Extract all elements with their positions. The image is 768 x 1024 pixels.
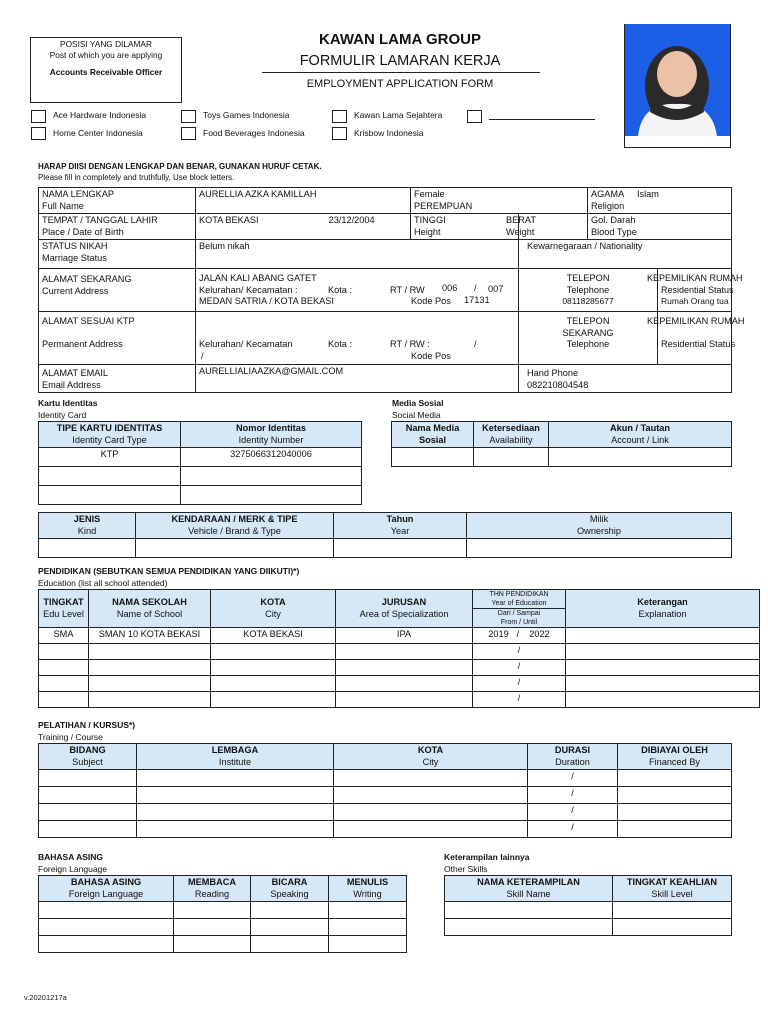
personal-data-table	[38, 187, 745, 393]
field-text: Skill Level	[651, 888, 693, 899]
table-cell	[211, 590, 336, 628]
field-text: Sosial	[418, 434, 447, 445]
field-text: 007	[488, 284, 504, 294]
field-text: Subject	[72, 756, 103, 767]
table-cell	[588, 188, 732, 214]
field-text: BICARA	[271, 877, 308, 887]
table-cell	[411, 188, 588, 214]
applicant-photo	[624, 24, 731, 136]
field-text: Name of School	[116, 608, 183, 619]
table-cell[interactable]	[211, 660, 336, 676]
edu-city-cell[interactable]: KOTA BEKASI	[211, 628, 336, 644]
name-value[interactable]: AURELLIA AZKA KAMILLAH	[199, 189, 317, 199]
field-text: /	[571, 805, 574, 815]
section-title: PENDIDIKAN (SEBUTKAN SEMUA PENDIDIKAN YANG DIIKUTI)*)	[38, 566, 300, 576]
field-text: Year of Education	[491, 600, 547, 607]
table-cell[interactable]	[329, 936, 407, 953]
table-cell	[588, 214, 732, 240]
field-text: RT / RW	[390, 284, 425, 295]
field-text: Height	[414, 226, 441, 237]
table-cell	[549, 422, 732, 448]
field-text: MEMBACA	[188, 877, 236, 887]
field-text: DIBIAYAI OLEH	[641, 745, 708, 755]
table-cell	[613, 876, 732, 902]
table-cell	[647, 312, 745, 365]
field-text: THN PENDIDIKAN	[489, 591, 549, 598]
field-text: Kind	[77, 525, 97, 536]
field-text: ALAMAT SESUAI KTP	[42, 316, 135, 326]
table-cell	[519, 240, 732, 269]
field-text: Kota :	[328, 284, 353, 295]
table-cell	[566, 590, 760, 628]
table-cell	[647, 269, 743, 312]
field-text: /	[571, 822, 574, 832]
table-cell	[136, 513, 334, 539]
field-text: /	[517, 645, 521, 655]
table-cell[interactable]	[39, 919, 174, 936]
table-cell	[39, 269, 196, 312]
field-text: MENULIS	[346, 877, 389, 887]
label: Religion	[591, 200, 625, 211]
field-text: Residential Status	[661, 284, 734, 295]
field-text: Writing	[353, 888, 382, 899]
home-ownership-value[interactable]: Rumah Orang tua	[661, 296, 729, 306]
table-cell	[39, 513, 136, 539]
table-cell	[39, 188, 196, 214]
field-text: TINGGI	[414, 215, 446, 225]
table-cell[interactable]	[174, 936, 251, 953]
field-text: 17131	[464, 295, 490, 305]
table-cell[interactable]	[336, 676, 473, 692]
checkbox-food-beverages[interactable]	[181, 127, 196, 140]
birth-place-value[interactable]: KOTA BEKASI	[199, 215, 259, 225]
table-cell[interactable]	[445, 919, 613, 936]
table-cell[interactable]	[528, 804, 618, 821]
field-text: 006	[442, 283, 458, 293]
edu-level-cell[interactable]: SMA	[39, 628, 89, 644]
table-cell[interactable]	[89, 644, 211, 660]
table-cell[interactable]	[39, 660, 89, 676]
table-cell	[196, 188, 411, 214]
marital-value[interactable]: Belum nikah	[199, 241, 250, 251]
identity-table	[38, 421, 362, 505]
field-text: BERAT	[506, 215, 536, 225]
current-address-value[interactable]: JALAN KALI ABANG GATET	[199, 273, 317, 283]
field-text: City	[265, 608, 281, 619]
table-cell[interactable]	[334, 787, 528, 804]
field-text: NAMA KETERAMPILAN	[477, 877, 580, 887]
table-cell	[467, 513, 732, 539]
table-cell[interactable]	[39, 692, 89, 708]
email-value[interactable]: AURELLIALIAAZKA@GMAIL.COM	[199, 366, 344, 376]
field-text: Kelurahan/ Kecamatan	[199, 339, 293, 349]
edu-school-cell[interactable]: SMAN 10 KOTA BEKASI	[89, 628, 211, 644]
table-cell[interactable]	[39, 902, 174, 919]
table-cell[interactable]	[137, 770, 334, 787]
field-text: MEDAN SATRIA / KOTA BEKASI	[199, 296, 334, 306]
table-cell	[519, 365, 732, 393]
field-text: Tahun	[386, 514, 414, 524]
field-text: Year	[390, 525, 410, 536]
table-cell[interactable]	[473, 644, 566, 660]
table-cell[interactable]	[613, 902, 732, 919]
table-cell	[251, 876, 329, 902]
table-cell	[39, 365, 196, 393]
field-text: Weight	[506, 226, 535, 237]
field-text: Foreign Language	[68, 888, 144, 899]
table-cell[interactable]	[334, 770, 528, 787]
field-text: Ketersediaan	[482, 423, 540, 433]
field-text: LEMBAGA	[211, 745, 259, 755]
field-text: Kota :	[328, 339, 353, 349]
field-text: /	[516, 629, 519, 639]
table-cell[interactable]	[334, 804, 528, 821]
field-text: /	[571, 771, 574, 781]
field-text: Duration	[555, 756, 590, 767]
table-cell	[474, 422, 549, 448]
section-title: Media Sosial	[392, 398, 444, 408]
field-text: Kelurahan/ Kecamatan :	[199, 284, 298, 295]
position-value: Accounts Receivable Officer	[49, 67, 163, 77]
form-subtitle: EMPLOYMENT APPLICATION FORM	[306, 78, 494, 90]
field-text: Dari / Sampai	[473, 608, 565, 618]
company-label: Food Beverages Indonesia	[203, 128, 305, 138]
version-label: v.20201217a	[24, 993, 67, 1002]
education-table	[38, 589, 760, 708]
table-cell[interactable]	[566, 628, 760, 644]
field-text: Reading	[194, 888, 230, 899]
checkbox-home-center[interactable]	[31, 127, 46, 140]
table-cell	[39, 214, 196, 240]
field-text: Blood Type	[591, 226, 637, 237]
table-cell	[473, 590, 566, 628]
table-cell	[39, 590, 89, 628]
field-text: Other Skills	[444, 863, 488, 874]
field-text: BIDANG	[69, 745, 106, 755]
table-cell[interactable]	[528, 770, 618, 787]
field-text: Marriage Status	[42, 252, 107, 263]
handphone-value[interactable]: 082210804548	[527, 379, 589, 390]
other-company-line[interactable]	[489, 119, 595, 120]
field-text: City	[422, 756, 439, 767]
table-cell[interactable]	[89, 692, 211, 708]
field-text: Residential Status	[661, 339, 736, 349]
table-cell[interactable]	[211, 676, 336, 692]
table-cell[interactable]	[39, 467, 181, 486]
table-cell	[519, 269, 658, 312]
edu-major-cell[interactable]: IPA	[336, 628, 473, 644]
table-cell[interactable]	[474, 448, 549, 467]
checkbox-toys[interactable]	[181, 110, 196, 123]
table-cell[interactable]	[251, 936, 329, 953]
table-cell[interactable]	[137, 804, 334, 821]
table-cell[interactable]	[174, 919, 251, 936]
table-cell[interactable]	[181, 486, 362, 505]
field-text: Keterangan	[637, 597, 688, 607]
table-cell[interactable]	[618, 770, 732, 787]
table-cell[interactable]	[549, 448, 732, 467]
edu-years-cell[interactable]	[473, 628, 566, 644]
field-text: Akun / Tautan	[609, 423, 671, 433]
field-text: JURUSAN	[381, 597, 427, 607]
section-title: Keterampilan lainnya	[444, 852, 530, 862]
table-cell	[329, 876, 407, 902]
table-cell[interactable]	[329, 902, 407, 919]
label: Female	[414, 189, 445, 199]
position-label: POSISI YANG DILAMAR	[60, 39, 152, 49]
table-cell	[39, 744, 137, 770]
company-label: Toys Games Indonesia	[203, 110, 290, 120]
section-title: BAHASA ASING	[38, 852, 104, 862]
table-cell	[196, 269, 519, 312]
field-text: Institute	[218, 756, 252, 767]
field-text: 2019	[488, 629, 509, 639]
table-cell[interactable]	[336, 644, 473, 660]
table-cell	[39, 312, 196, 365]
company-label: Kawan Lama Sejahtera	[354, 110, 443, 120]
table-cell[interactable]	[39, 486, 181, 505]
field-text: TIPE KARTU IDENTITAS	[56, 423, 163, 433]
table-cell	[181, 422, 362, 448]
field-text: RT / RW :	[390, 339, 430, 349]
religion-value[interactable]: Islam	[636, 189, 659, 199]
field-text: KOTA	[417, 745, 444, 755]
field-text: Permanent Address	[42, 339, 123, 349]
label: Full Name	[42, 200, 84, 211]
table-cell	[336, 590, 473, 628]
field-text: Area of Specialization	[359, 608, 449, 619]
table-cell	[196, 312, 519, 365]
label: AGAMA	[591, 189, 625, 199]
table-cell[interactable]	[251, 919, 329, 936]
table-cell	[196, 365, 519, 393]
table-cell	[196, 240, 519, 269]
field-text: Edu Level	[43, 608, 84, 619]
field-text: /	[571, 788, 574, 798]
table-cell[interactable]	[137, 821, 334, 838]
table-cell[interactable]	[613, 919, 732, 936]
table-cell[interactable]	[445, 902, 613, 919]
field-text: Financed By	[648, 756, 701, 767]
field-text: Kewarnegaraan / Nationality	[527, 241, 643, 251]
field-text: TEMPAT / TANGGAL LAHIR	[42, 215, 158, 225]
checkbox-other[interactable]	[467, 110, 482, 123]
field-text: NAMA SEKOLAH	[112, 597, 187, 607]
table-cell[interactable]	[39, 936, 174, 953]
field-text: /	[201, 350, 204, 361]
checkbox-kawan-lama[interactable]	[332, 110, 347, 123]
table-cell[interactable]	[89, 660, 211, 676]
field-text: Hand Phone	[527, 368, 579, 378]
field-text: Current Address	[42, 285, 109, 296]
field-text: DURASI	[554, 745, 591, 755]
checkbox-krisbow[interactable]	[332, 127, 347, 140]
field-text: Identity Card	[38, 409, 87, 420]
table-cell[interactable]	[473, 660, 566, 676]
field-text: Gol. Darah	[591, 215, 636, 225]
table-cell[interactable]	[39, 644, 89, 660]
field-text: Telephone	[566, 339, 610, 349]
field-text: Foreign Language	[38, 863, 108, 874]
field-text: ALAMAT EMAIL	[42, 368, 109, 378]
field-text: Availability	[489, 434, 533, 445]
field-text: /	[474, 339, 477, 349]
field-text: TINGKAT KEAHLIAN	[626, 877, 718, 887]
field-text: JENIS	[73, 514, 101, 524]
table-cell[interactable]	[336, 660, 473, 676]
table-cell[interactable]	[181, 467, 362, 486]
table-cell[interactable]	[566, 660, 760, 676]
field-text: SEKARANG	[562, 327, 614, 338]
field-text: 2022	[529, 629, 550, 639]
field-text: Social Media	[392, 409, 441, 420]
table-cell[interactable]	[39, 804, 137, 821]
table-cell[interactable]	[618, 787, 732, 804]
table-cell	[89, 590, 211, 628]
field-text: Account / Link	[611, 434, 669, 445]
field-text: KEPEMILIKAN RUMAH	[647, 316, 745, 326]
field-text: Nama Media	[405, 423, 460, 433]
table-cell	[618, 744, 732, 770]
table-cell	[519, 312, 658, 365]
table-cell[interactable]	[618, 804, 732, 821]
field-text: Email Address	[42, 379, 101, 390]
table-cell[interactable]	[39, 821, 137, 838]
table-cell[interactable]	[334, 539, 467, 558]
form-title: FORMULIR LAMARAN KERJA	[299, 53, 501, 69]
company-label: Krisbow Indonesia	[354, 128, 424, 138]
table-cell[interactable]	[89, 676, 211, 692]
position-box	[30, 37, 182, 103]
field-text: Identity Number	[238, 434, 304, 445]
table-cell[interactable]	[39, 787, 137, 804]
company-title: KAWAN LAMA GROUP	[319, 31, 481, 48]
table-cell[interactable]	[39, 676, 89, 692]
field-text: Nomor Identitas	[236, 423, 306, 433]
table-cell[interactable]	[174, 902, 251, 919]
table-cell[interactable]	[334, 821, 528, 838]
table-cell[interactable]	[251, 902, 329, 919]
field-text: /	[517, 693, 521, 703]
field-text: Speaking	[270, 888, 309, 899]
field-text: Vehicle / Brand & Type	[188, 525, 281, 536]
table-cell	[411, 214, 519, 240]
gender-value[interactable]: PEREMPUAN	[414, 200, 473, 211]
instruction-text-en: Please fill in completely and truthfully, Use block letters.	[38, 173, 235, 182]
field-text: Training / Course	[38, 731, 103, 742]
field-text: /	[474, 283, 477, 293]
table-cell[interactable]	[566, 644, 760, 660]
table-cell[interactable]	[473, 676, 566, 692]
field-text: Milik	[589, 514, 609, 524]
table-cell	[334, 744, 528, 770]
table-cell[interactable]	[566, 692, 760, 708]
table-cell	[528, 744, 618, 770]
field-text: KOTA	[260, 597, 286, 607]
training-table	[38, 743, 732, 838]
table-cell[interactable]	[211, 692, 336, 708]
table-cell[interactable]	[392, 448, 474, 467]
id-number-cell[interactable]: 3275066312040006	[181, 448, 362, 467]
company-label: Home Center Indonesia	[53, 128, 143, 138]
field-text: From / Until	[500, 619, 538, 626]
table-cell[interactable]	[467, 539, 732, 558]
field-text: TELEPON	[566, 316, 610, 326]
table-cell	[39, 876, 174, 902]
instruction-text: HARAP DIISI DENGAN LENGKAP DAN BENAR, GUNAKAN HURUF CETAK.	[38, 162, 322, 171]
table-cell[interactable]	[473, 692, 566, 708]
table-cell	[39, 422, 181, 448]
skills-table	[444, 875, 732, 936]
field-text: Ownership	[577, 525, 621, 536]
section-title: PELATIHAN / KURSUS*)	[38, 720, 136, 730]
language-table	[38, 875, 407, 953]
table-cell[interactable]	[329, 919, 407, 936]
field-text: Skill Name	[506, 888, 551, 899]
field-text: STATUS NIKAH	[42, 241, 108, 251]
table-cell	[137, 744, 334, 770]
field-text: TELEPON	[566, 273, 610, 283]
table-cell[interactable]	[336, 692, 473, 708]
table-cell	[196, 214, 411, 240]
id-type-cell[interactable]: KTP	[39, 448, 181, 467]
table-cell[interactable]	[137, 787, 334, 804]
table-cell[interactable]	[528, 821, 618, 838]
vehicle-table	[38, 512, 732, 558]
field-text: Education (list all school attended)	[38, 577, 168, 588]
section-title: Kartu Identitas	[38, 398, 98, 408]
table-cell	[445, 876, 613, 902]
table-cell	[392, 422, 474, 448]
table-cell[interactable]	[39, 770, 137, 787]
checkbox-ace[interactable]	[31, 110, 46, 123]
table-cell[interactable]	[618, 821, 732, 838]
field-text: KEPEMILIKAN RUMAH	[647, 273, 743, 283]
table-cell[interactable]	[211, 644, 336, 660]
field-text: Kode Pos	[411, 296, 451, 306]
table-cell[interactable]	[528, 787, 618, 804]
table-cell	[334, 513, 467, 539]
table-cell[interactable]	[39, 539, 136, 558]
table-cell	[39, 240, 196, 269]
label: NAMA LENGKAP	[42, 189, 114, 199]
field-text: KENDARAAN / MERK & TIPE	[171, 514, 298, 524]
position-label-en: Post of which you are applying	[49, 50, 163, 60]
field-text: BAHASA ASING	[70, 877, 142, 887]
field-text: /	[517, 677, 521, 687]
social-media-table	[391, 421, 732, 467]
field-text: TINGKAT	[43, 597, 84, 607]
table-cell	[174, 876, 251, 902]
field-text: ALAMAT SEKARANG	[42, 274, 132, 284]
phone-value[interactable]: 08118285677	[562, 296, 614, 306]
table-cell[interactable]	[136, 539, 334, 558]
field-text: Place / Date of Birth	[42, 226, 124, 237]
birth-date-value[interactable]: 23/12/2004	[328, 215, 375, 225]
field-text: Kode Pos	[411, 350, 451, 361]
table-cell	[506, 214, 588, 240]
company-label: Ace Hardware Indonesia	[53, 110, 147, 120]
field-text: Identity Card Type	[72, 434, 147, 445]
field-text: Telephone	[566, 284, 610, 295]
table-cell[interactable]	[566, 676, 760, 692]
field-text: /	[517, 661, 521, 671]
field-text: Explanation	[638, 608, 687, 619]
